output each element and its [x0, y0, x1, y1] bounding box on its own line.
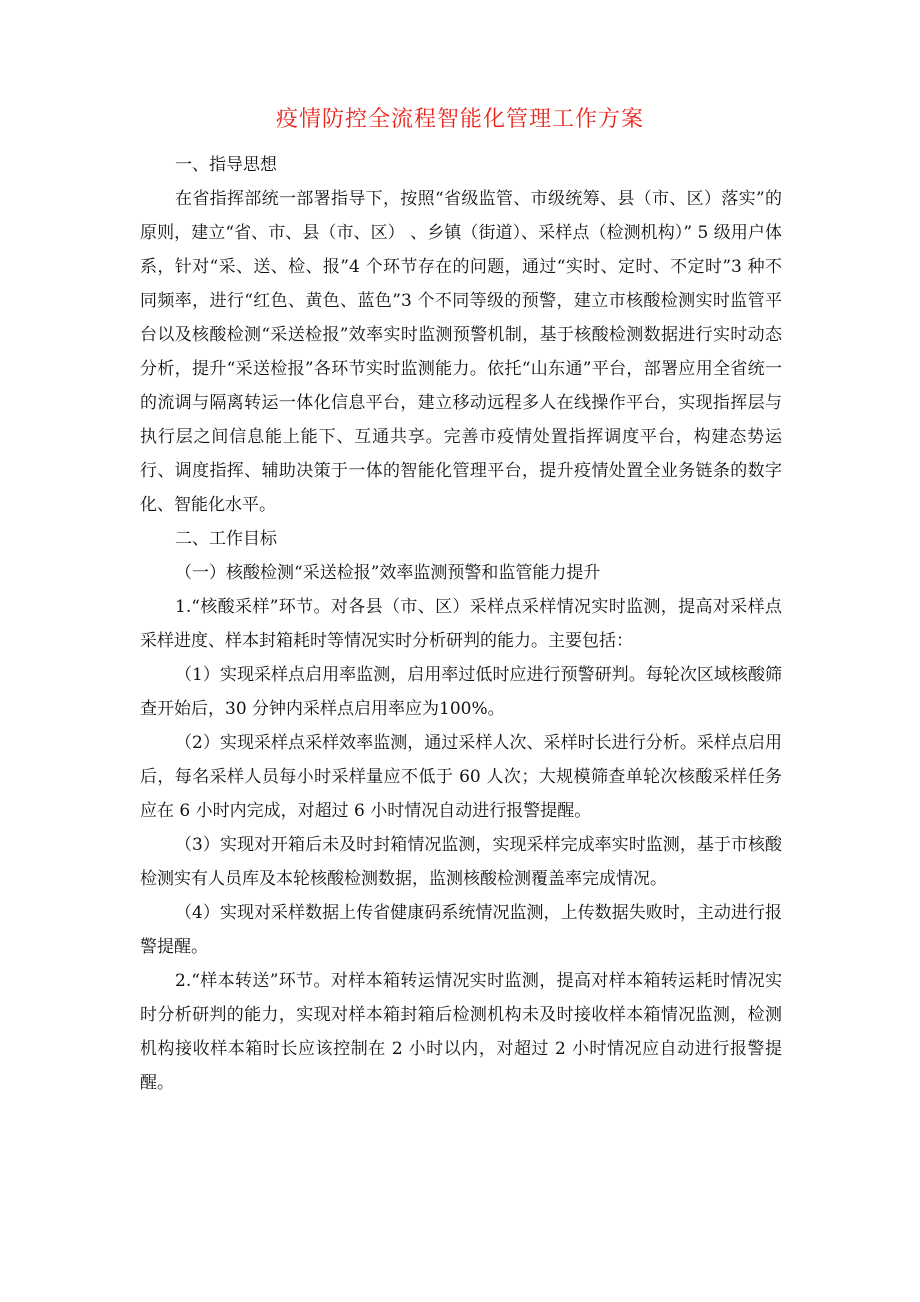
paragraph: 1.“核酸采样”环节。对各县（市、区）采样点采样情况实时监测，提高对采样点采样进度、样本封箱耗时等情况实时分析研判的能力。主要包括： — [140, 597, 782, 651]
section-heading-guiding-ideology: 一、指导思想 — [175, 155, 277, 175]
paragraph: （2）实现采样点采样效率监测，通过采样人次、采样时长进行分析。采样点启用后，每名采样人员每小时采样量应不低于 60 人次；大规模筛查单轮次核酸采样任务应在 6 小时内完成，对超过 6 小时情况自动进行报警提醒。 — [140, 733, 782, 821]
paragraph: （3）实现对开箱后未及时封箱情况监测，实现采样完成率实时监测，基于市核酸检测实有人员库及本轮核酸检测数据，监测核酸检测覆盖率完成情况。 — [140, 835, 782, 889]
paragraph: （1）实现采样点启用率监测，启用率过低时应进行预警研判。每轮次区域核酸筛查开始后，30 分钟内采样点启用率应为100%。 — [140, 665, 782, 719]
subsection-heading: （一）核酸检测“采送检报”效率监测预警和监管能力提升 — [175, 563, 601, 583]
paragraph: 2.“样本转送”环节。对样本箱转运情况实时监测，提高对样本箱转运耗时情况实时分析研判的能力，实现对样本箱封箱后检测机构未及时接收样本箱情况监测，检测机构接收样本箱时长应该控制在 2 小时以内，对超过 2 小时情况应自动进行报警提醒。 — [140, 971, 782, 1093]
paragraph: 在省指挥部统一部署指导下，按照“省级监管、市级统筹、县（市、区）落实”的原则，建立“省、市、县（市、区） 、乡镇（街道）、采样点（检测机构）” 5 级用户体系，针对“采、送、检、报”4 个环节存在的问题，通过“实时、定时、不定时”3 种不同频率，进行“红色、黄色、蓝色”3 个不同等级的预警，建立市核酸检测实时监管平台以及核酸检测“采送检报”效率实时监测预警机制，基于核酸检测数据进行实时动态分析，提升“采送检报”各环节实时监测能力。依托“山东通”平台，部署应用全省统一的流调与隔离转运一体化信息平台，建立移动远程多人在线操作平台，实现指挥层与执行层之间信息能上能下、互通共享。完善市疫情处置指挥调度平台，构建态势运行、调度指挥、辅助决策于一体的智能化管理平台，提升疫情处置全业务链条的数字化、智能化水平。 — [140, 189, 782, 515]
paragraph: （4）实现对采样数据上传省健康码系统情况监测，上传数据失败时，主动进行报警提醒。 — [140, 903, 782, 957]
document-title: 疫情防控全流程智能化管理工作方案 — [275, 107, 644, 132]
section-heading-work-goals: 二、工作目标 — [175, 529, 277, 549]
document-body — [140, 148, 782, 1100]
